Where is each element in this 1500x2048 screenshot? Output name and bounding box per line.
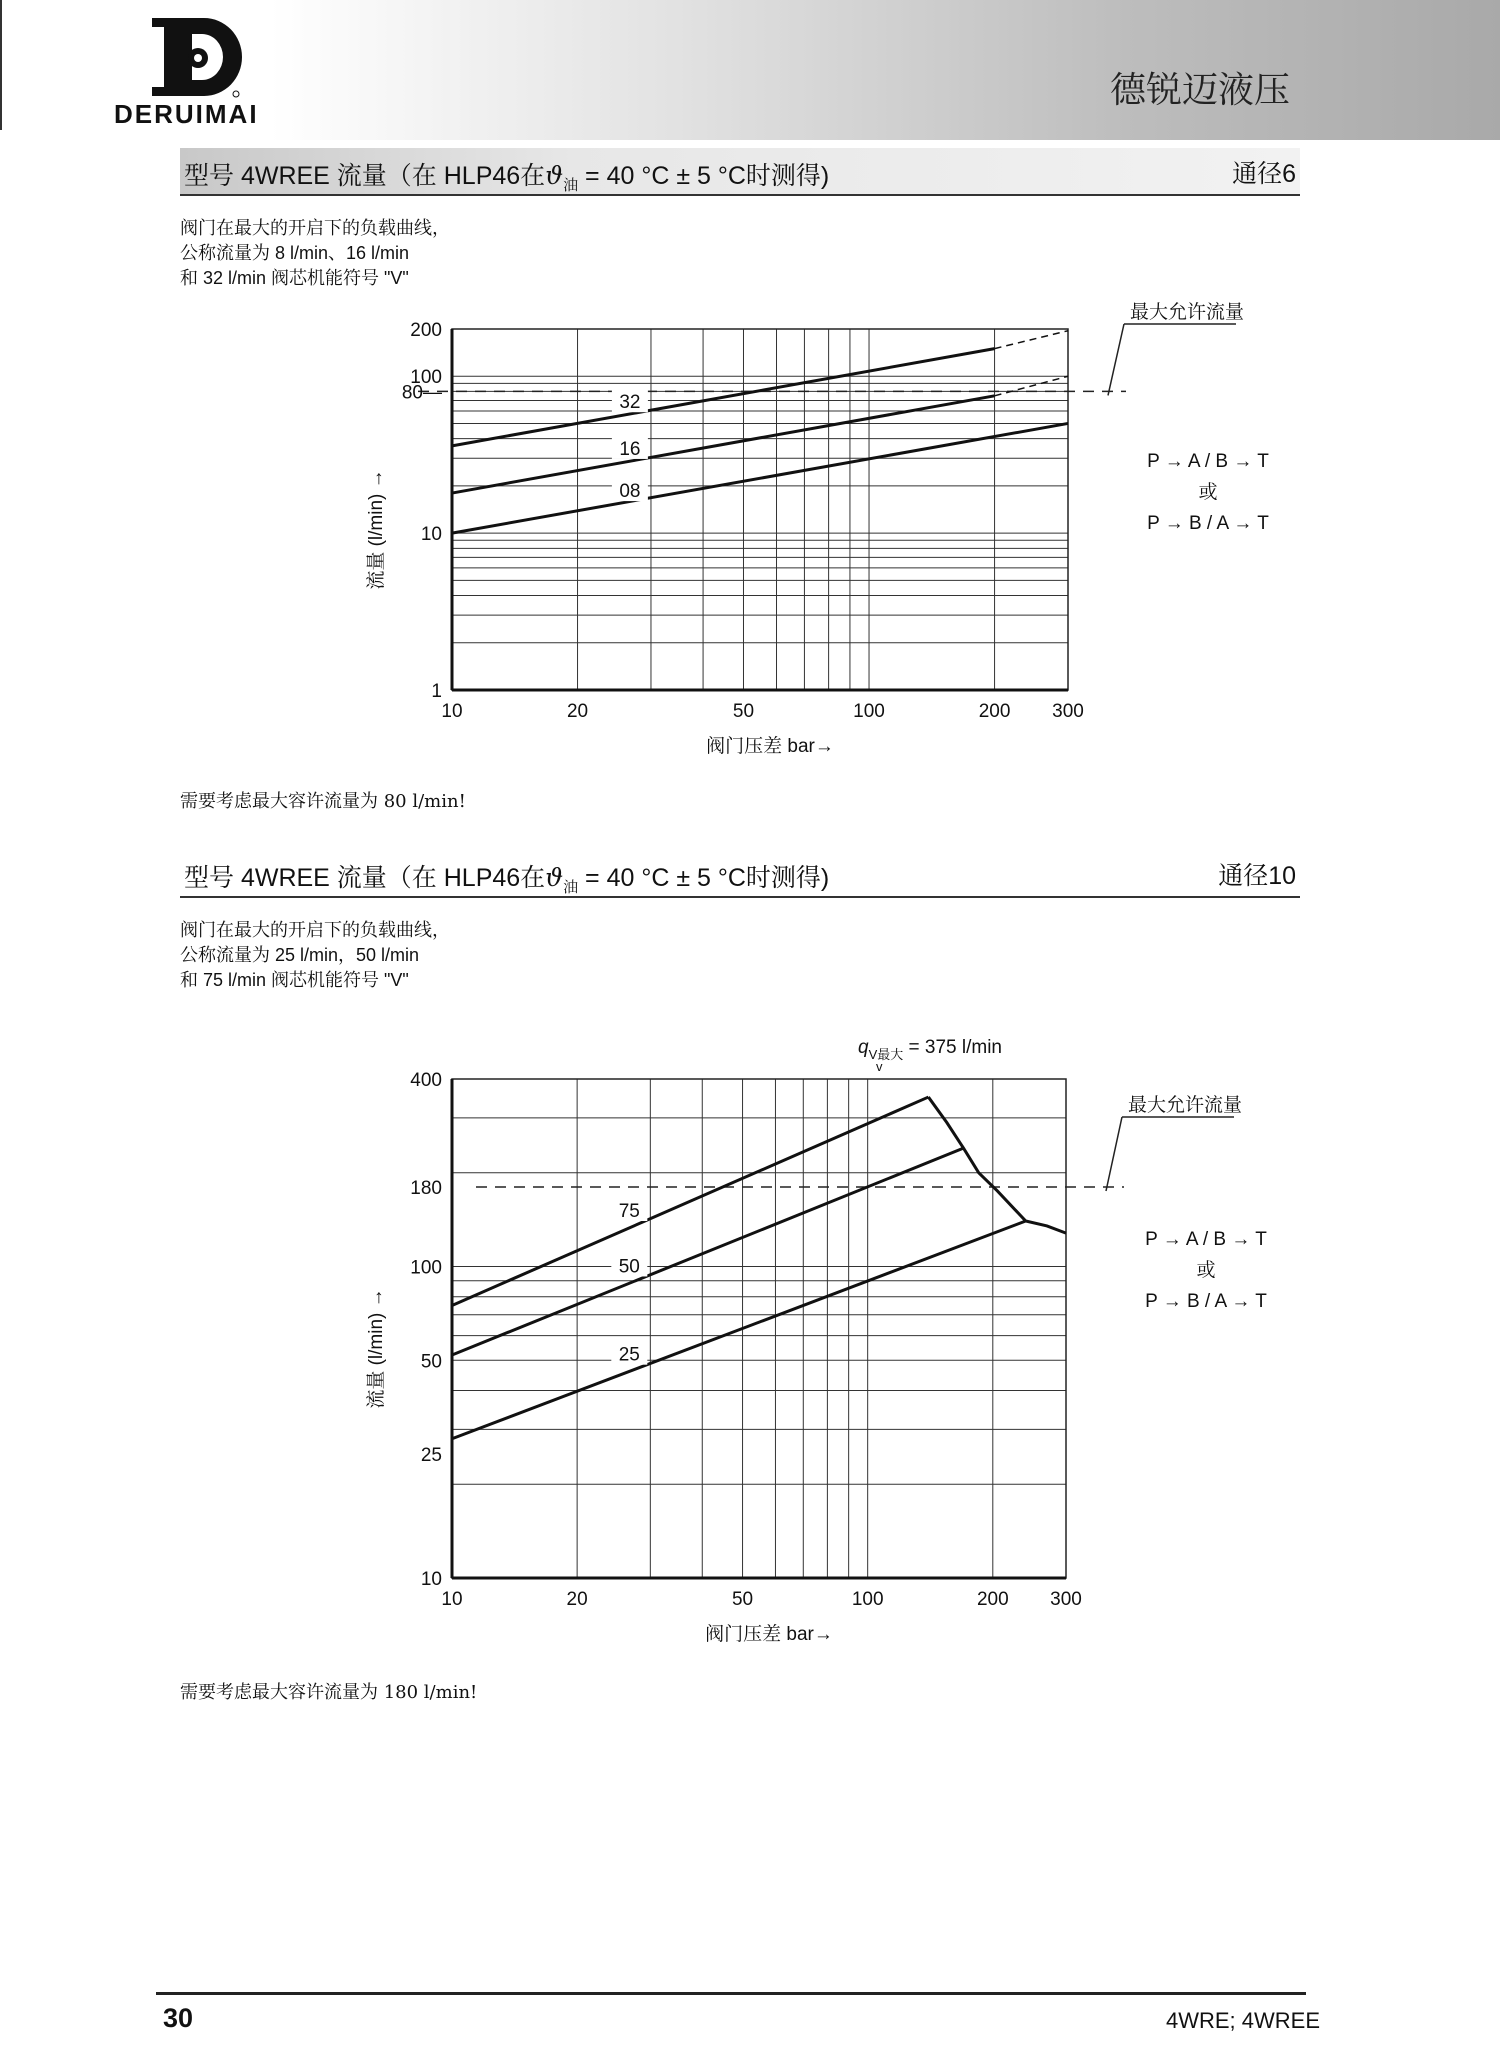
y-axis-label: 流量 (l/min) →: [366, 469, 387, 590]
max-flow-annotation: 最大允许流量: [1130, 302, 1245, 323]
y-tick-label: 400: [410, 1070, 442, 1091]
series-label: 16: [619, 438, 641, 460]
x-tick-label: 50: [731, 1589, 754, 1610]
y-axis-label: 流量 (l/min) →: [366, 1288, 387, 1409]
flow-path-label: P → B / A → T: [1147, 513, 1269, 534]
flow-path-or: 或: [1196, 1260, 1216, 1281]
brand-en: DERUIMAI: [114, 99, 259, 127]
annotation-leader: [1106, 1117, 1122, 1191]
y-tick-label: 100: [410, 367, 442, 389]
section-description: 阀门在最大的开启下的负载曲线， 公称流量为 8 l/min、16 l/min 和 32 l/min 阀芯机能符号 "V": [180, 218, 450, 288]
series-label: 50: [618, 1256, 640, 1278]
x-tick-label: 10: [441, 1589, 463, 1610]
series-line-50: [452, 1148, 963, 1355]
y-tick-label: 50: [420, 1351, 442, 1373]
max-flow-value-label: 180: [410, 1178, 442, 1200]
max-flow-note: 需要考虑最大容许流量为 180 l/min!: [180, 1682, 478, 1703]
y-tick-label: 100: [410, 1257, 442, 1279]
x-axis-label: 阀门压差 bar→: [705, 1624, 833, 1645]
series-label: 32: [619, 392, 641, 414]
y-tick-label: 200: [410, 320, 442, 341]
series-label: 25: [618, 1344, 640, 1366]
x-tick-label: 200: [976, 1589, 1009, 1610]
footer-rule: [156, 1992, 1306, 1995]
flow-path-label: P → A / B → T: [1145, 1229, 1267, 1250]
series-label: 75: [618, 1201, 640, 1223]
series-line-25: [452, 1221, 1026, 1439]
qv-max-marker: v: [876, 1059, 883, 1074]
doc-code: 4WRE; 4WREE: [1165, 2008, 1320, 2033]
x-tick-label: 100: [851, 1589, 884, 1610]
y-tick-label: 25: [420, 1445, 442, 1467]
plot-frame: [452, 1079, 1066, 1578]
section-heading: 型号 4WREE 流量（在 HLP46在$ϑ_油 = 40$ °C ± 5 °C时测得): [184, 863, 830, 896]
x-tick-label: 50: [732, 701, 755, 722]
y-tick-label: 10: [420, 524, 442, 546]
brand-cn: 德锐迈液压: [1110, 69, 1291, 110]
x-tick-label: 10: [441, 701, 463, 722]
x-tick-label: 200: [978, 701, 1011, 722]
section-description: 阀门在最大的开启下的负载曲线， 公称流量为 25 l/min，50 l/min 和 75 l/min 阀芯机能符号 "V": [180, 920, 450, 990]
max-flow-value-label: 80—: [401, 382, 442, 404]
series-line-75: [452, 1097, 928, 1305]
max-flow-note: 需要考虑最大容许流量为 80 l/min!: [180, 791, 466, 812]
x-tick-label: 20: [566, 1589, 588, 1610]
x-tick-label: 100: [853, 701, 885, 722]
page-number: 30: [163, 2003, 194, 2033]
size-label: 通径6: [1232, 160, 1296, 188]
max-flow-annotation: 最大允许流量: [1128, 1095, 1243, 1116]
series-label: 08: [619, 481, 641, 503]
y-tick-label: 1: [431, 681, 442, 702]
y-tick-label: 10: [420, 1569, 442, 1590]
x-tick-label: 20: [566, 701, 589, 722]
size-label: 通径10: [1218, 862, 1296, 890]
flow-path-or: 或: [1198, 482, 1218, 503]
section-heading: 型号 4WREE 流量（在 HLP46在$ϑ_油 = 40$ °C ± 5 °C时测得): [184, 161, 830, 194]
x-tick-label: 300: [1050, 1589, 1082, 1610]
x-axis-label: 阀门压差 bar→: [706, 736, 834, 757]
qv-max-label: $q_{V最大} = 375$ l/min: [858, 1037, 1002, 1062]
flow-path-label: P → A / B → T: [1147, 451, 1269, 472]
flow-path-label: P → B / A → T: [1145, 1291, 1267, 1312]
x-tick-label: 300: [1052, 701, 1084, 722]
